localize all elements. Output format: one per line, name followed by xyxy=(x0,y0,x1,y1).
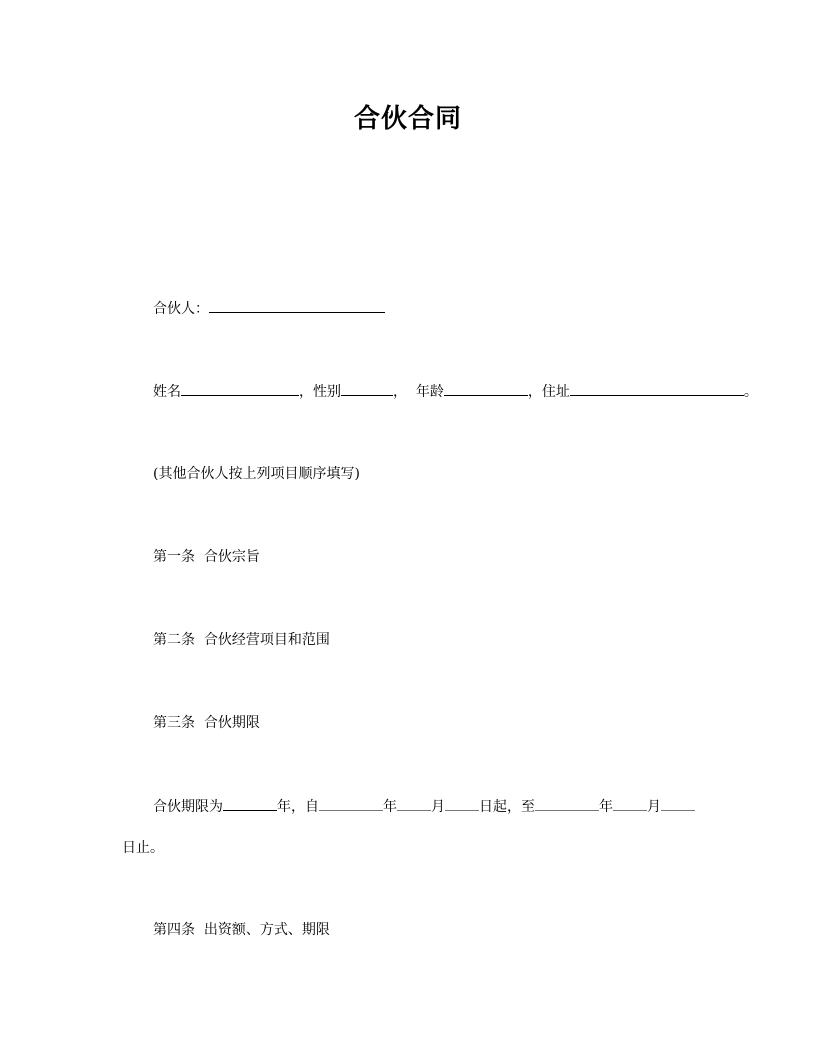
end-day-blank[interactable] xyxy=(661,796,695,811)
fill-note: (其他合伙人按上列项目顺序填写) xyxy=(153,466,360,482)
end-year-label: 年 xyxy=(599,799,613,815)
start-year-blank[interactable] xyxy=(319,796,383,811)
partner-label: 合伙人： xyxy=(153,301,209,317)
end-month-blank[interactable] xyxy=(613,796,647,811)
start-day-blank[interactable] xyxy=(445,796,479,811)
age-blank[interactable] xyxy=(444,381,528,396)
address-blank[interactable] xyxy=(570,381,744,396)
start-year-label: 年 xyxy=(383,799,397,815)
start-month-blank[interactable] xyxy=(397,796,431,811)
start-day-label: 日起，至 xyxy=(479,799,535,815)
name-blank[interactable] xyxy=(181,381,299,396)
term-line xyxy=(153,796,695,817)
article-4-heading: 第四条 出资额、方式、期限 xyxy=(153,922,330,938)
document-title: 合伙合同 xyxy=(353,104,462,134)
info-end-mark: 。 xyxy=(743,384,758,400)
term-year-from-label: 年，自 xyxy=(277,799,319,815)
article-3-heading: 第三条 合伙期限 xyxy=(153,715,260,731)
term-end-text: 日止。 xyxy=(122,840,164,856)
age-label: ， 年龄 xyxy=(393,384,444,400)
end-month-label: 月 xyxy=(647,799,661,815)
partner-blank[interactable] xyxy=(209,298,385,313)
address-label: ，住址 xyxy=(527,384,570,400)
term-years-blank[interactable] xyxy=(223,796,277,811)
partner-info-line xyxy=(153,381,758,402)
gender-label: ，性别 xyxy=(299,384,341,400)
gender-blank[interactable] xyxy=(341,381,393,396)
end-year-blank[interactable] xyxy=(535,796,599,811)
name-label: 姓名 xyxy=(153,384,181,400)
partner-line xyxy=(153,298,385,319)
start-month-label: 月 xyxy=(431,799,445,815)
article-2-heading: 第二条 合伙经营项目和范围 xyxy=(153,632,330,648)
term-prefix: 合伙期限为 xyxy=(153,799,223,815)
article-1-heading: 第一条 合伙宗旨 xyxy=(153,549,260,565)
